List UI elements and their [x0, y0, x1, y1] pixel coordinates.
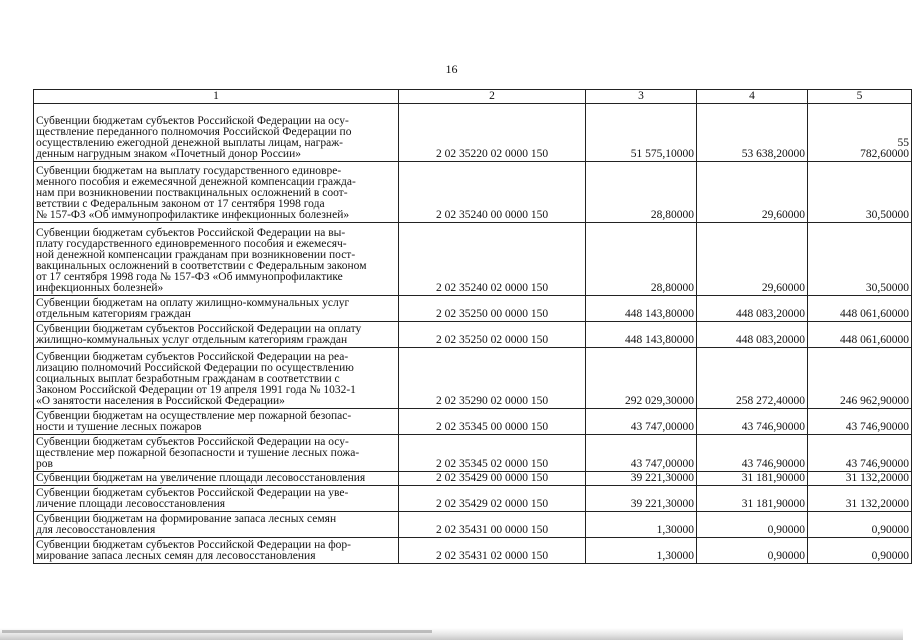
table-row	[34, 104, 912, 162]
row-value-col5: 30,50000	[808, 162, 912, 223]
row-value-col3: 28,80000	[586, 162, 697, 223]
row-code-cell: 2 02 35429 02 0000 150	[399, 486, 586, 512]
row-value-col3: 1,30000	[586, 512, 697, 538]
row-value-col4: 31 181,90000	[697, 486, 808, 512]
row-value-col4: 31 181,90000	[697, 472, 808, 486]
table-row	[34, 296, 912, 322]
row-value-col5: 448 061,60000	[808, 322, 912, 348]
row-value-col4: 43 746,90000	[697, 435, 808, 472]
row-code-cell: 2 02 35429 00 0000 150	[399, 472, 586, 486]
row-name-cell: Субвенции бюджетам на оплату жилищно-коммунальных услуг отдельным категориям граждан	[34, 296, 399, 322]
table-row	[34, 348, 912, 409]
row-value-col5: 246 962,90000	[808, 348, 912, 409]
row-value-col4: 0,90000	[697, 512, 808, 538]
column-header: 1	[34, 90, 399, 104]
table-row	[34, 538, 912, 564]
row-value-col5: 0,90000	[808, 512, 912, 538]
row-value-col3: 448 143,80000	[586, 296, 697, 322]
row-value-col5: 448 061,60000	[808, 296, 912, 322]
row-value-col3: 1,30000	[586, 538, 697, 564]
row-code-cell: 2 02 35240 02 0000 150	[399, 223, 586, 296]
table-row	[34, 472, 912, 486]
row-value-col5: 30,50000	[808, 223, 912, 296]
row-value-col5: 43 746,90000	[808, 435, 912, 472]
row-value-col4: 0,90000	[697, 538, 808, 564]
row-name-cell: Субвенции бюджетам на осуществление мер пожарной безопас- ности и тушение лесных пожаров	[34, 409, 399, 435]
scan-edge-strip	[2, 630, 432, 633]
column-header: 2	[399, 90, 586, 104]
row-name-cell: Субвенции бюджетам субъектов Российской Федерации на вы- плату государственного единовременного пособия и ежемесяч- ной денежной компенсации гражданам при возникновении пост- вакцинальных осложнений в соответствии с Федеральным законом от 17 сентября 1998 года № 157-ФЗ «Об иммунопрофилактике инфекционных болезней»	[34, 223, 399, 296]
row-code-cell: 2 02 35345 00 0000 150	[399, 409, 586, 435]
column-header: 5	[808, 90, 912, 104]
table-row	[34, 435, 912, 472]
row-value-col5: 43 746,90000	[808, 409, 912, 435]
row-name-cell: Субвенции бюджетам на формирование запаса лесных семян для лесовосстановления	[34, 512, 399, 538]
row-value-col5: 31 132,20000	[808, 472, 912, 486]
row-code-cell: 2 02 35250 02 0000 150	[399, 322, 586, 348]
row-value-col5: 0,90000	[808, 538, 912, 564]
row-value-col4: 29,60000	[697, 223, 808, 296]
row-value-col3: 43 747,00000	[586, 435, 697, 472]
row-name-cell: Субвенции бюджетам субъектов Российской Федерации на фор- мирование запаса лесных семян для лесовосстановления	[34, 538, 399, 564]
row-value-col3: 39 221,30000	[586, 472, 697, 486]
table-row	[34, 512, 912, 538]
row-value-col5: 31 132,20000	[808, 486, 912, 512]
table-row	[34, 486, 912, 512]
page-number: 16	[445, 62, 458, 76]
column-header: 3	[586, 90, 697, 104]
row-value-col3: 292 029,30000	[586, 348, 697, 409]
row-name-cell: Субвенции бюджетам субъектов Российской Федерации на осу- ществление переданного полномочия Российской Федерации по осуществлению ежегодной денежной выплаты лицам, награж- денным нагрудным знаком «Почетный донор России»	[34, 104, 399, 162]
column-header: 4	[697, 90, 808, 104]
row-code-cell: 2 02 35431 00 0000 150	[399, 512, 586, 538]
row-code-cell: 2 02 35240 00 0000 150	[399, 162, 586, 223]
row-code-cell: 2 02 35290 02 0000 150	[399, 348, 586, 409]
row-name-cell: Субвенции бюджетам субъектов Российской Федерации на оплату жилищно-коммунальных услуг отдельным категориям граждан	[34, 322, 399, 348]
row-name-cell: Субвенции бюджетам субъектов Российской Федерации на уве- личение площади лесовосстановления	[34, 486, 399, 512]
row-name-cell: Субвенции бюджетам субъектов Российской Федерации на реа- лизацию полномочий Российской Федерации по осуществлению социальных выплат безработным гражданам в соответствии с Законом Российской Федерации от 19 апреля 1991 года № 1032-1 «О занятости населения в Российской Федерации»	[34, 348, 399, 409]
row-code-cell: 2 02 35250 00 0000 150	[399, 296, 586, 322]
row-code-cell: 2 02 35345 02 0000 150	[399, 435, 586, 472]
row-code-cell: 2 02 35431 02 0000 150	[399, 538, 586, 564]
table-row	[34, 409, 912, 435]
row-name-cell: Субвенции бюджетам на выплату государственного единовре- менного пособия и ежемесячной денежной компенсации гражда- нам при возникновении поствакцинальных осложнений в соот- ветствии с Федеральным законом от 17 сентября 1998 года № 157-ФЗ «Об иммунопрофилактике инфекционных болезней»	[34, 162, 399, 223]
row-value-col4: 53 638,20000	[697, 104, 808, 162]
row-value-col3: 51 575,10000	[586, 104, 697, 162]
table-row	[34, 223, 912, 296]
row-value-col3: 28,80000	[586, 223, 697, 296]
row-value-col4: 43 746,90000	[697, 409, 808, 435]
row-value-col4: 448 083,20000	[697, 322, 808, 348]
row-name-cell: Субвенции бюджетам субъектов Российской Федерации на осу- ществление мер пожарной безопасности и тушение лесных пожа- ров	[34, 435, 399, 472]
row-value-col4: 29,60000	[697, 162, 808, 223]
table-row	[34, 162, 912, 223]
row-value-col3: 39 221,30000	[586, 486, 697, 512]
header-row	[34, 90, 912, 104]
row-value-col3: 43 747,00000	[586, 409, 697, 435]
row-value-col4: 258 272,40000	[697, 348, 808, 409]
table-row	[34, 322, 912, 348]
row-value-col3: 448 143,80000	[586, 322, 697, 348]
budget-table	[33, 89, 912, 564]
row-code-cell: 2 02 35220 02 0000 150	[399, 104, 586, 162]
row-name-cell: Субвенции бюджетам на увеличение площади лесовосстановления	[34, 472, 399, 486]
row-value-col5: 55 782,60000	[808, 104, 912, 162]
row-value-col4: 448 083,20000	[697, 296, 808, 322]
